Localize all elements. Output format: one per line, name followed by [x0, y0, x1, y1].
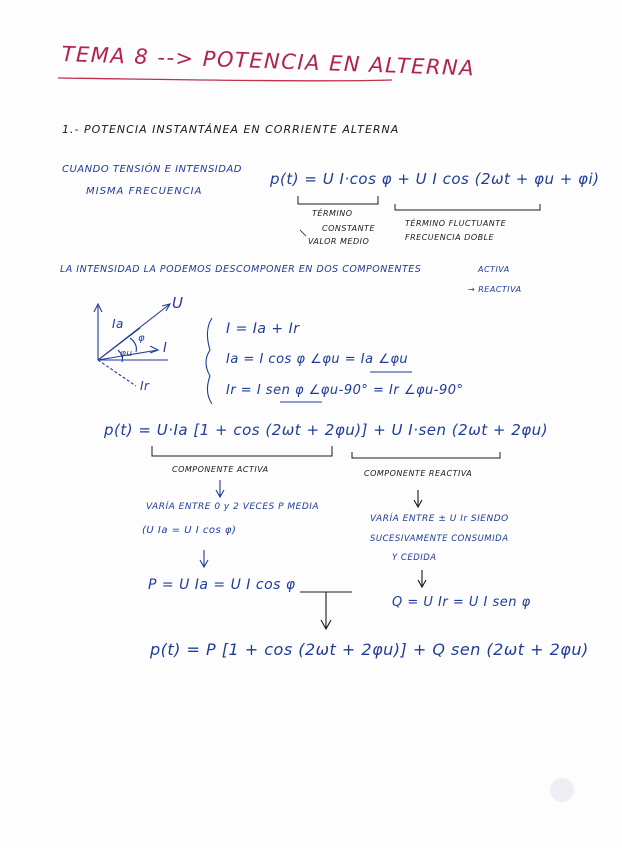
active-component-label: COMPONENTE ACTIVA [172, 465, 269, 474]
active-down-arrow [216, 480, 224, 497]
final-power-formula: p(t) = P [1 + cos (2ωt + 2φu)] + Q sen (2ωt + 2φu) [150, 640, 589, 659]
instant-power-formula: p(t) = U I·cos φ + U I cos (2ωt + φu + φi) [270, 170, 600, 188]
ir-phasor [98, 360, 136, 386]
constant-term-label-1: TÉRMINO [312, 209, 353, 218]
reactive-desc-2: SUCESIVAMENTE CONSUMIDA [370, 534, 509, 544]
condition-line1: CUANDO TENSIÓN E INTENSIDAD [62, 164, 242, 175]
page-title: TEMA 8 --> POTENCIA EN ALTERNA [61, 42, 476, 81]
phi-arc [130, 338, 136, 352]
title-underline [58, 78, 392, 81]
active-desc-1: VARÍA ENTRE 0 y 2 VECES P MEDIA [146, 502, 320, 512]
phasor-label-i: I [163, 341, 168, 356]
combine-connector [300, 592, 352, 629]
phasor-label-ia: Ia [112, 317, 124, 331]
section1-heading: 1.- POTENCIA INSTANTÁNEA EN CORRIENTE ALTERNA [62, 123, 400, 136]
current-sum-equation: I = Ia + Ir [226, 321, 300, 337]
constant-term-label-2: CONSTANTE [322, 224, 375, 233]
i-phasor [98, 350, 158, 360]
active-desc-2: (U Ia = U I cos φ) [142, 525, 237, 536]
active-power-formula: P = U Ia = U I cos φ [148, 577, 296, 593]
ia-phasor [98, 328, 140, 360]
constant-term-label-3: VALOR MEDIO [308, 237, 370, 246]
phasor-diagram [94, 304, 170, 386]
decomposed-power-formula: p(t) = U·Ia [1 + cos (2ωt + 2φu)] + U I·sen (2ωt + 2φu) [104, 421, 549, 439]
active-brace [152, 446, 332, 456]
fluct-term-label-2: FRECUENCIA DOBLE [405, 233, 495, 242]
phasor-label-phi: φ [138, 333, 146, 344]
fluct-term-label-1: TÉRMINO FLUCTUANTE [405, 219, 507, 228]
phasor-label-u: U [172, 294, 184, 312]
reactive-power-formula: Q = U Ir = U I sen φ [392, 595, 531, 610]
branch-reactive: → REACTIVA [468, 285, 522, 294]
reactive-current-equation: Ir = I sen φ ∠φu-90° = Ir ∠φu-90° [226, 383, 464, 398]
reactive-desc-3: Y CEDIDA [392, 553, 437, 563]
constant-term-bracket [298, 196, 378, 204]
equations-brace [206, 318, 212, 404]
phasor-label-ir: Ir [140, 379, 150, 393]
reactive-brace [352, 452, 500, 458]
reactive-desc-1: VARÍA ENTRE ± U Ir SIENDO [370, 514, 509, 524]
decomposition-intro: LA INTENSIDAD LA PODEMOS DESCOMPONER EN DOS COMPONENTES [60, 264, 422, 275]
p-down-arrow [200, 550, 208, 567]
q-down-arrow [418, 570, 426, 587]
fluct-term-bracket [395, 204, 540, 210]
condition-line2: MISMA FRECUENCIA [86, 186, 203, 197]
branch-active: ACTIVA [478, 265, 510, 274]
active-current-equation: Ia = I cos φ ∠φu = Ia ∠φu [226, 352, 409, 367]
reactive-down-arrow [414, 490, 422, 507]
phasor-label-phiu: φu [120, 349, 133, 359]
reactive-component-label: COMPONENTE REACTIVA [364, 469, 473, 478]
